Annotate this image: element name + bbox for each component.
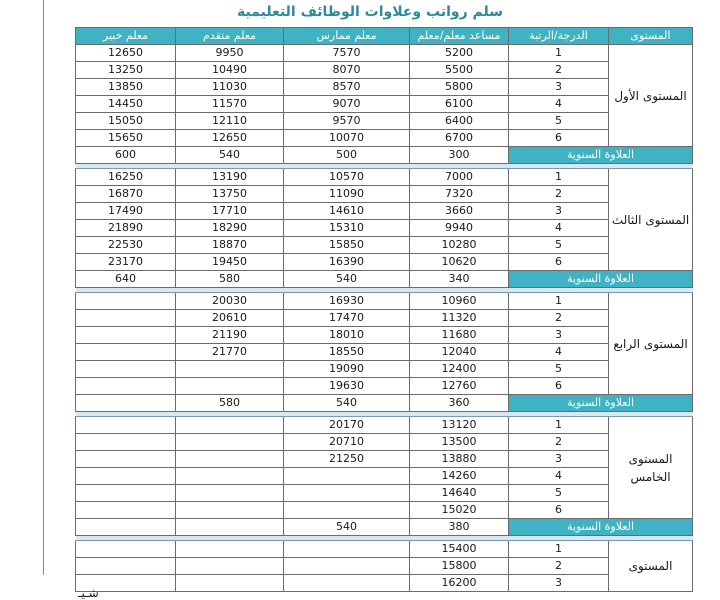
allowance-row	[76, 147, 693, 164]
grade-cell: 2	[509, 434, 609, 451]
salary-cell: 9070	[284, 96, 410, 113]
table-row	[76, 417, 693, 434]
salary-cell: 16870	[76, 186, 176, 203]
salary-cell	[176, 502, 284, 519]
salary-cell: 11030	[176, 79, 284, 96]
salary-cell: 19630	[284, 378, 410, 395]
salary-cell: 13750	[176, 186, 284, 203]
table-row	[76, 293, 693, 310]
salary-cell	[76, 451, 176, 468]
salary-cell: 8070	[284, 62, 410, 79]
header-level: المستوى	[609, 28, 693, 45]
salary-cell: 12760	[410, 378, 509, 395]
table-row	[76, 327, 693, 344]
salary-cell: 9950	[176, 45, 284, 62]
allowance-value: 500	[284, 147, 410, 164]
salary-cell	[76, 344, 176, 361]
salary-cell	[76, 327, 176, 344]
salary-cell	[284, 558, 410, 575]
allowance-value: 580	[176, 271, 284, 288]
grade-cell: 3	[509, 451, 609, 468]
salary-cell: 7320	[410, 186, 509, 203]
salary-cell: 18870	[176, 237, 284, 254]
grade-cell: 3	[509, 203, 609, 220]
grade-cell: 1	[509, 45, 609, 62]
table-row	[76, 361, 693, 378]
table-row	[76, 485, 693, 502]
salary-cell	[176, 451, 284, 468]
grade-cell: 5	[509, 237, 609, 254]
salary-cell	[284, 468, 410, 485]
grade-cell: 4	[509, 220, 609, 237]
salary-cell: 10570	[284, 169, 410, 186]
page-edge-line	[43, 0, 44, 575]
allowance-value: 300	[410, 147, 509, 164]
table-row	[76, 186, 693, 203]
allowance-value: 540	[176, 147, 284, 164]
salary-cell: 16390	[284, 254, 410, 271]
allowance-value	[176, 519, 284, 536]
salary-cell: 15310	[284, 220, 410, 237]
salary-cell: 15650	[76, 130, 176, 147]
salary-cell: 11320	[410, 310, 509, 327]
header-expert-teacher: معلم خبير	[76, 28, 176, 45]
salary-cell	[76, 293, 176, 310]
allowance-value: 340	[410, 271, 509, 288]
salary-cell	[284, 575, 410, 592]
allowance-row	[76, 271, 693, 288]
salary-cell: 17490	[76, 203, 176, 220]
grade-cell: 5	[509, 361, 609, 378]
salary-cell: 15400	[410, 541, 509, 558]
salary-cell	[76, 468, 176, 485]
salary-table-container	[75, 27, 692, 592]
table-row	[76, 79, 693, 96]
salary-cell: 14450	[76, 96, 176, 113]
salary-cell: 19450	[176, 254, 284, 271]
salary-cell	[176, 417, 284, 434]
salary-cell	[176, 558, 284, 575]
salary-cell	[76, 434, 176, 451]
grade-cell: 3	[509, 79, 609, 96]
salary-cell	[76, 502, 176, 519]
salary-cell	[284, 541, 410, 558]
grade-cell: 5	[509, 485, 609, 502]
header-practitioner-teacher: معلم ممارس	[284, 28, 410, 45]
table-row	[76, 310, 693, 327]
salary-cell: 6700	[410, 130, 509, 147]
salary-cell: 13190	[176, 169, 284, 186]
salary-cell: 11090	[284, 186, 410, 203]
salary-cell: 21250	[284, 451, 410, 468]
allowance-value: 580	[176, 395, 284, 412]
grade-cell: 2	[509, 310, 609, 327]
salary-cell: 22530	[76, 237, 176, 254]
salary-cell: 15850	[284, 237, 410, 254]
salary-cell: 3660	[410, 203, 509, 220]
grade-cell: 6	[509, 502, 609, 519]
salary-cell: 12650	[76, 45, 176, 62]
salary-cell: 9570	[284, 113, 410, 130]
salary-cell: 7000	[410, 169, 509, 186]
grade-cell: 4	[509, 468, 609, 485]
allowance-value: 360	[410, 395, 509, 412]
allowance-value: 540	[284, 271, 410, 288]
grade-cell: 2	[509, 186, 609, 203]
table-header-row	[76, 28, 693, 45]
salary-cell: 9940	[410, 220, 509, 237]
salary-cell	[284, 485, 410, 502]
table-body	[76, 45, 693, 592]
allowance-row	[76, 395, 693, 412]
salary-cell: 13250	[76, 62, 176, 79]
page-title: سلم رواتب وعلاوات الوظائف التعليمية	[237, 4, 503, 20]
allowance-row	[76, 519, 693, 536]
salary-cell: 23170	[76, 254, 176, 271]
salary-cell: 10070	[284, 130, 410, 147]
stamp-fragment: شـيـ	[78, 586, 99, 600]
salary-cell: 10620	[410, 254, 509, 271]
header-assistant-teacher: مساعد معلم/معلم	[410, 28, 509, 45]
level-name-cell: المستوى الأول	[609, 45, 693, 147]
salary-cell: 16930	[284, 293, 410, 310]
salary-cell: 5800	[410, 79, 509, 96]
table-row	[76, 541, 693, 558]
level-name-cell: المستوى الثالث	[609, 169, 693, 271]
allowance-value: 380	[410, 519, 509, 536]
table-row	[76, 378, 693, 395]
salary-cell: 16250	[76, 169, 176, 186]
salary-cell: 18550	[284, 344, 410, 361]
salary-cell: 14610	[284, 203, 410, 220]
salary-cell	[176, 541, 284, 558]
table-row	[76, 45, 693, 62]
allowance-label: العلاوة السنوية	[509, 519, 693, 536]
table-row	[76, 502, 693, 519]
level-name-cell: المستوى الخامس	[609, 417, 693, 519]
grade-cell: 6	[509, 130, 609, 147]
salary-cell	[176, 575, 284, 592]
salary-cell	[284, 502, 410, 519]
salary-cell: 20710	[284, 434, 410, 451]
salary-cell: 15050	[76, 113, 176, 130]
allowance-value: 640	[76, 271, 176, 288]
salary-cell: 14260	[410, 468, 509, 485]
salary-cell: 11680	[410, 327, 509, 344]
salary-cell: 19090	[284, 361, 410, 378]
salary-cell: 13120	[410, 417, 509, 434]
salary-cell: 14640	[410, 485, 509, 502]
salary-cell	[76, 378, 176, 395]
grade-cell: 6	[509, 254, 609, 271]
allowance-value: 540	[284, 519, 410, 536]
allowance-label: العلاوة السنوية	[509, 147, 693, 164]
level-name-cell: المستوى	[609, 541, 693, 592]
grade-cell: 4	[509, 344, 609, 361]
salary-cell: 11570	[176, 96, 284, 113]
salary-cell	[76, 485, 176, 502]
grade-cell: 1	[509, 169, 609, 186]
allowance-label: العلاوة السنوية	[509, 271, 693, 288]
table-row	[76, 220, 693, 237]
allowance-label: العلاوة السنوية	[509, 395, 693, 412]
salary-cell: 12400	[410, 361, 509, 378]
grade-cell: 1	[509, 293, 609, 310]
table-row	[76, 96, 693, 113]
table-row	[76, 451, 693, 468]
salary-cell	[176, 468, 284, 485]
level-name-cell: المستوى الرابع	[609, 293, 693, 395]
grade-cell: 2	[509, 558, 609, 575]
salary-cell: 10490	[176, 62, 284, 79]
table-row	[76, 468, 693, 485]
salary-cell	[176, 361, 284, 378]
table-row	[76, 130, 693, 147]
salary-cell: 20030	[176, 293, 284, 310]
salary-cell: 12110	[176, 113, 284, 130]
table-row	[76, 344, 693, 361]
salary-cell: 8570	[284, 79, 410, 96]
salary-cell: 13880	[410, 451, 509, 468]
grade-cell: 3	[509, 575, 609, 592]
salary-cell	[76, 541, 176, 558]
grade-cell: 4	[509, 96, 609, 113]
salary-cell: 16200	[410, 575, 509, 592]
table-row	[76, 62, 693, 79]
table-row	[76, 575, 693, 592]
salary-cell: 20610	[176, 310, 284, 327]
grade-cell: 5	[509, 113, 609, 130]
salary-cell: 13850	[76, 79, 176, 96]
table-row	[76, 169, 693, 186]
salary-cell: 12650	[176, 130, 284, 147]
table-row	[76, 237, 693, 254]
allowance-value: 600	[76, 147, 176, 164]
salary-cell: 6400	[410, 113, 509, 130]
allowance-value	[76, 395, 176, 412]
salary-cell: 15020	[410, 502, 509, 519]
salary-cell: 18290	[176, 220, 284, 237]
table-row	[76, 113, 693, 130]
salary-cell: 21190	[176, 327, 284, 344]
allowance-value: 540	[284, 395, 410, 412]
salary-cell	[176, 434, 284, 451]
salary-cell: 6100	[410, 96, 509, 113]
salary-cell: 13500	[410, 434, 509, 451]
salary-cell: 17470	[284, 310, 410, 327]
salary-cell	[76, 558, 176, 575]
header-advanced-teacher: معلم متقدم	[176, 28, 284, 45]
grade-cell: 6	[509, 378, 609, 395]
table-row	[76, 254, 693, 271]
salary-cell: 12040	[410, 344, 509, 361]
salary-cell: 10280	[410, 237, 509, 254]
salary-cell	[176, 378, 284, 395]
salary-cell: 18010	[284, 327, 410, 344]
salary-cell	[76, 417, 176, 434]
grade-cell: 2	[509, 62, 609, 79]
salary-cell: 15800	[410, 558, 509, 575]
salary-cell: 5200	[410, 45, 509, 62]
salary-cell: 7570	[284, 45, 410, 62]
salary-cell	[76, 310, 176, 327]
grade-cell: 3	[509, 327, 609, 344]
grade-cell: 1	[509, 417, 609, 434]
salary-cell	[76, 361, 176, 378]
salary-cell	[176, 485, 284, 502]
salary-cell: 21770	[176, 344, 284, 361]
salary-cell: 17710	[176, 203, 284, 220]
table-row	[76, 203, 693, 220]
table-row	[76, 434, 693, 451]
salary-cell: 5500	[410, 62, 509, 79]
salary-table	[75, 27, 693, 592]
allowance-value	[76, 519, 176, 536]
table-row	[76, 558, 693, 575]
grade-cell: 1	[509, 541, 609, 558]
header-grade: الدرجة/الرتبة	[509, 28, 609, 45]
salary-cell: 20170	[284, 417, 410, 434]
salary-cell: 21890	[76, 220, 176, 237]
salary-cell: 10960	[410, 293, 509, 310]
